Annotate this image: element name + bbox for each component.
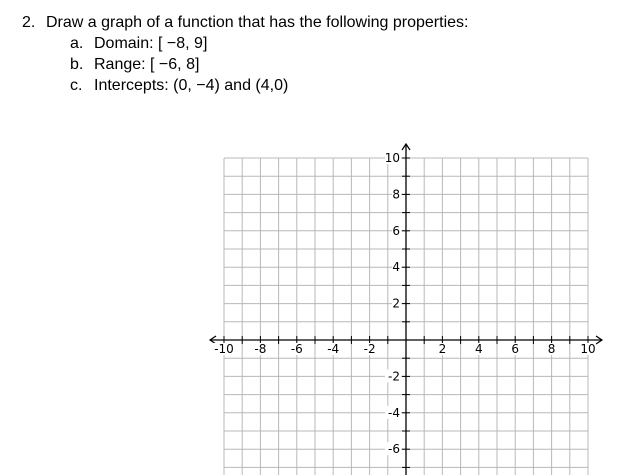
x-tick-label: 10 — [580, 342, 596, 356]
y-tick-label: 4 — [392, 260, 400, 275]
property-text: Domain: [ −8, 9] — [94, 35, 208, 52]
question-number: 2. — [22, 14, 36, 31]
y-tick-label: 8 — [392, 187, 400, 202]
question-title — [22, 12, 468, 33]
x-tick-label: -8 — [254, 342, 267, 356]
y-tick-label: 2 — [392, 296, 400, 311]
property-range — [70, 54, 468, 75]
y-tick-label: 6 — [392, 223, 400, 238]
x-tick-label: -4 — [327, 342, 340, 356]
question-block — [22, 12, 468, 96]
y-tick-label: 10 — [384, 151, 400, 165]
y-tick-label: -4 — [388, 405, 400, 420]
question-prompt: Draw a graph of a function that has the following properties: — [46, 14, 469, 31]
property-list — [22, 33, 468, 96]
coordinate-grid — [200, 140, 610, 457]
property-domain — [70, 33, 468, 54]
x-tick-label: 6 — [511, 342, 520, 356]
property-letter: c. — [70, 77, 83, 94]
property-letter: a. — [70, 35, 84, 52]
property-text: Intercepts: (0, −4) and (4,0) — [94, 77, 289, 94]
y-tick-label: -6 — [388, 442, 400, 457]
x-tick-label: -2 — [363, 342, 376, 356]
x-tick-label: -10 — [214, 342, 234, 356]
x-tick-label: 2 — [438, 342, 447, 356]
property-intercepts — [70, 75, 468, 96]
property-text: Range: [ −6, 8] — [94, 56, 200, 73]
x-tick-label: 8 — [547, 342, 556, 356]
y-tick-label: -2 — [388, 369, 400, 384]
x-tick-label: 4 — [474, 342, 483, 356]
x-tick-label: -6 — [290, 342, 303, 356]
property-letter: b. — [70, 56, 84, 73]
